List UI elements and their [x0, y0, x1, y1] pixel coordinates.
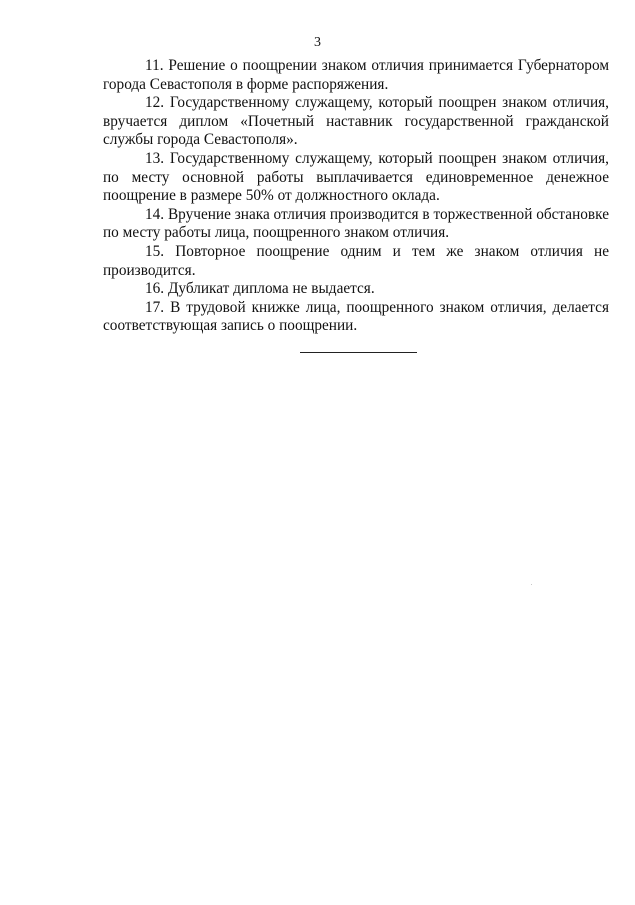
paragraph-14: 14. Вручение знака отличия производится в торжественной обстановке по месту работы лица, поощренного знаком отличия.: [103, 205, 609, 242]
scan-speck: [531, 584, 532, 585]
paragraph-12: 12. Государственному служащему, который поощрен знаком отличия, вручается диплом «Почетный наставник государственной гражданской службы города Севастополя».: [103, 94, 609, 149]
paragraph-15: 15. Повторное поощрение одним и тем же знаком отличия не производится.: [103, 242, 609, 279]
paragraph-11: 11. Решение о поощрении знаком отличия принимается Губернатором города Севастополя в форме распоряжения.: [103, 57, 609, 93]
paragraph-13: 13. Государственному служащему, который поощрен знаком отличия, по месту основной работы выплачивается единовременное денежное поощрение в размере 50% от должностного оклада.: [103, 149, 609, 205]
paragraph-17: 17. В трудовой книжке лица, поощренного знаком отличия, делается соответствующая запись о поощрении.: [103, 298, 609, 335]
paragraph-16: 16. Дубликат диплома не выдается.: [145, 280, 375, 298]
page-number: 3: [314, 35, 321, 50]
document-body: [103, 57, 609, 336]
end-separator-line: [300, 352, 417, 353]
